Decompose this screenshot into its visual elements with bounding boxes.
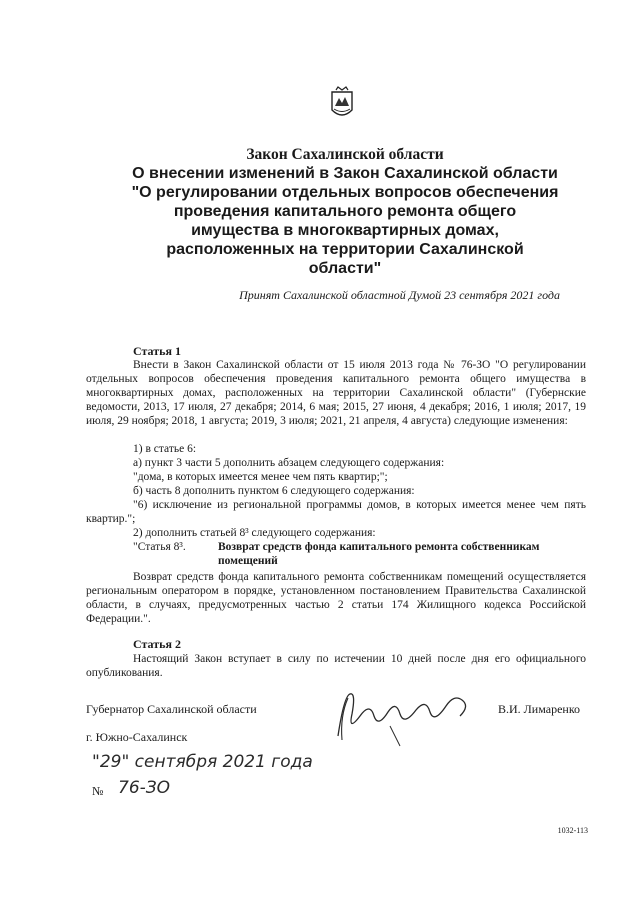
governor-signature: [330, 676, 490, 756]
article-2-heading: Статья 2: [133, 637, 181, 651]
handwritten-number: 76-ЗО: [118, 778, 171, 798]
item-1b: б) часть 8 дополнить пунктом 6 следующего содержания:: [133, 485, 415, 497]
new-article-label: "Статья 8³.: [133, 541, 186, 553]
item-2: 2) дополнить статьей 8³ следующего содержания:: [133, 527, 376, 539]
handwritten-date: "29" сентября 2021 года: [92, 752, 313, 772]
law-title: Закон Сахалинской области: [246, 146, 444, 163]
document-code: 1032-113: [557, 826, 588, 835]
article-1-intro: Внести в Закон Сахалинской области от 15 июля 2013 года № 76-ЗО "О регулировании отдельных вопросов обеспечения проведения капитального ремонта общего имущества в многоквартирных домах, расположенных на территории Сахалинской области" (Губернские ведомости, 2013, 17 июля, 27 декабря; 2014, 6 мая; 2015, 27 июня, 4 декабря; 2016, 1 июля; 2017, 19 июля, 29 ноября; 2018, 1 августа; 2019, 3 июля; 2021, 21 апреля, 4 августа) следующие изменения:: [86, 359, 586, 427]
governor-label: Губернатор Сахалинской области: [86, 702, 257, 716]
article-1-heading: Статья 1: [133, 344, 181, 358]
new-article-text: Возврат средств фонда капитального ремонта собственникам помещений осуществляется региональным оператором в порядке, установленном постановлением Правительства Сахалинской области, в случаях, предусмотренных частью 2 статьи 174 Жилищного кодекса Российской Федерации.".: [86, 571, 586, 625]
item-1a-text: "дома, в которых имеется менее чем пять квартир;";: [133, 471, 388, 483]
city: г. Южно-Сахалинск: [86, 730, 188, 744]
adoption-note: Принят Сахалинской областной Думой 23 сентября 2021 года: [239, 288, 560, 302]
article-2-text: Настоящий Закон вступает в силу по истечении 10 дней после дня его официального опубликования.: [86, 653, 586, 679]
law-subject: О внесении изменений в Закон Сахалинской области "О регулировании отдельных вопросов обеспечения проведения капитального ремонта общего имущества в многоквартирных домах, расположенных на территории Сахалинской области": [131, 165, 559, 277]
governor-name: В.И. Лимаренко: [498, 702, 581, 716]
item-1: 1) в статье 6:: [133, 443, 197, 455]
coat-of-arms-icon: [330, 86, 354, 122]
number-prefix: №: [92, 784, 104, 798]
new-article-title: Возврат средств фонда капитального ремонта собственникам помещений: [218, 541, 540, 567]
item-1b-text: "6) исключение из региональной программы домов, в которых имеется менее чем пять квартир.";: [86, 499, 586, 525]
item-1a: а) пункт 3 части 5 дополнить абзацем следующего содержания:: [133, 457, 445, 469]
